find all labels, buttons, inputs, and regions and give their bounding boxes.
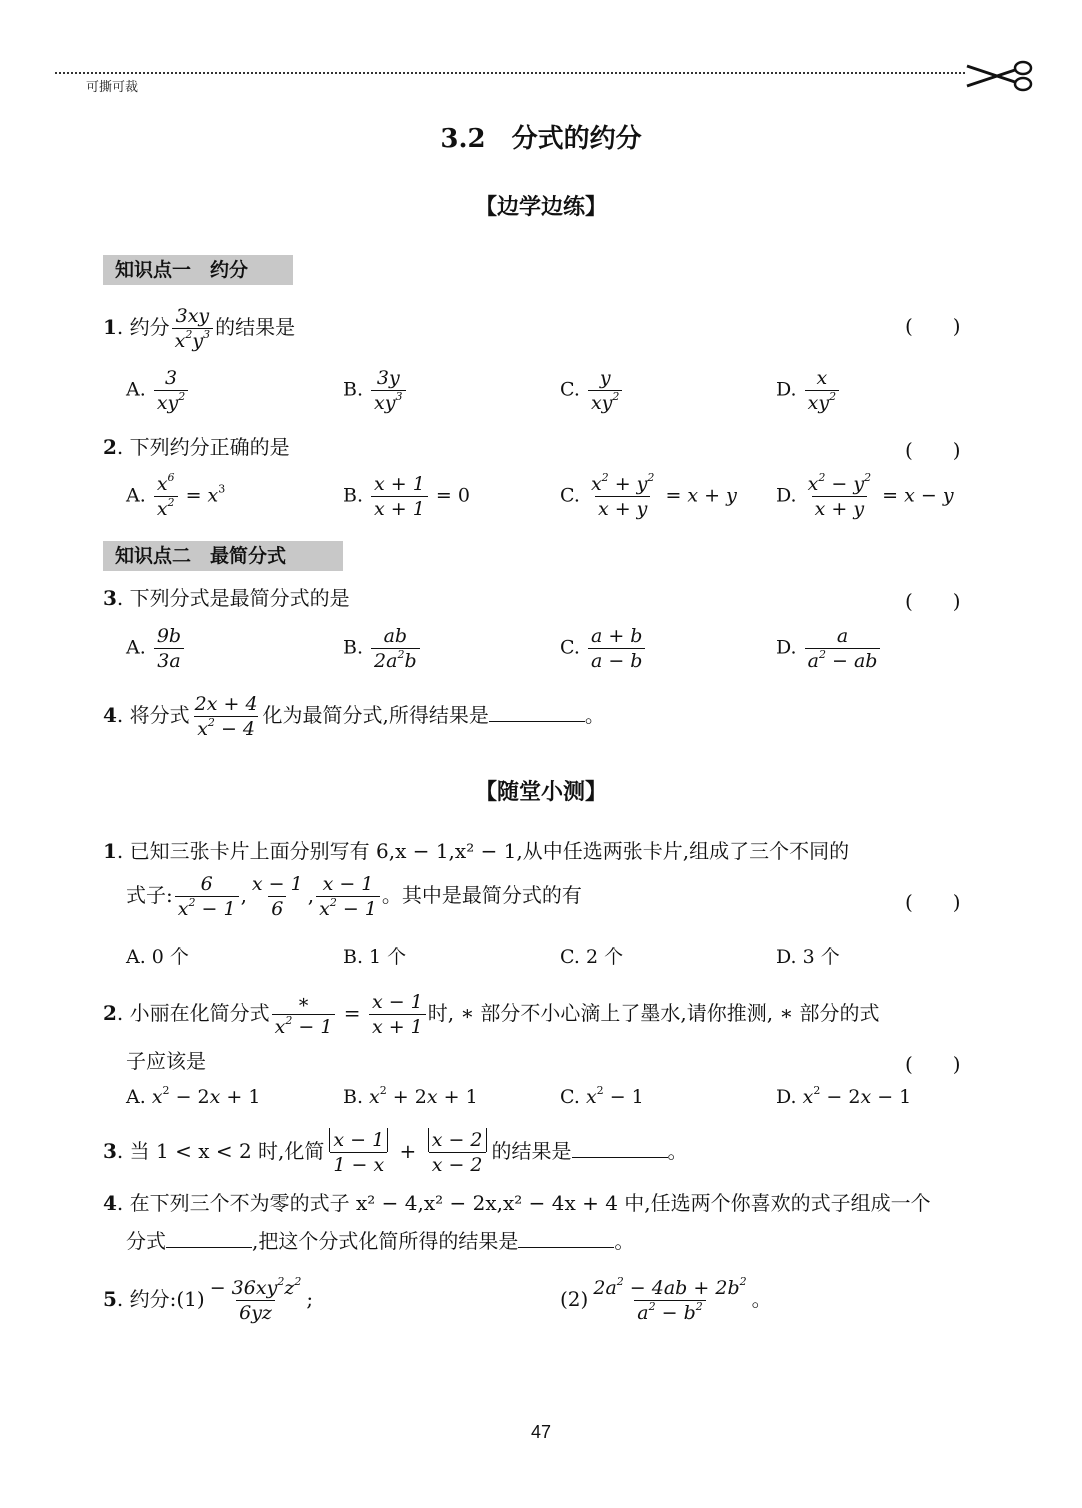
scissors-icon [965,56,1037,96]
option-c: C. $x^2 - 1$ [560,1084,644,1108]
quiz-5: 5. 约分:(1) $\frac{- 36xy^2z^2}{6yz}$ ; [103,1275,314,1324]
fraction: $\frac{3xy}{x^2y^3}$ [172,304,213,353]
answer-blank[interactable] [166,1247,252,1248]
option-c: C. $\frac{y}{xy^2}$ [560,366,624,415]
option-b: B. $\frac{ab}{2a^2b}$ [343,624,422,673]
option-a: A. $\frac{9b}{3a}$ [126,624,186,673]
option-d: D. $\frac{x^2 - y^2}{x + y}$ = x − y [776,471,954,520]
option-b: B. $\frac{x + 1}{x + 1}$ = 0 [343,473,470,520]
answer-paren: ( ) [905,890,961,914]
cut-line [55,72,965,74]
section-heading-practice: 【边学边练】 [474,194,607,220]
quiz-2-line1: 2. 小丽在化简分式 $\frac{∗}{x^2 - 1}$ = $\frac{x - 1}{x + 1}$ 时, ∗ 部分不小心滴上了墨水,请你推测, ∗ 部分的式 [103,991,880,1038]
quiz-4-line1: 4. 在下列三个不为零的式子 x² − 4,x² − 2x,x² − 4x + 4 中,任选两个你喜欢的式子组成一个 [103,1191,931,1215]
option-a: A. $x^2 - 2x + 1$ [126,1084,261,1108]
option-c: C. 2 个 [560,946,624,968]
page-number: 47 [530,1422,552,1442]
question-1: 1. 约分 $\frac{3xy}{x^2y^3}$ 的结果是 [103,305,296,352]
option-b: B. $\frac{3y}{xy^3}$ [343,366,408,415]
quiz-5-part2: (2) $\frac{2a^2 - 4ab + 2b^2}{a^2 - b^2}$ 。 [560,1275,772,1324]
quiz-1-line1: 1. 已知三张卡片上面分别写有 6,x − 1,x² − 1,从中任选两张卡片,组成了三个不同的 [103,839,850,863]
cut-text: 可撕可裁 [86,80,139,95]
option-a: A. $\frac{x^6}{x^2}$ = $x^3$ [126,471,226,520]
option-c: C. $\frac{a + b}{a - b}$ [560,624,647,673]
answer-paren: ( ) [905,438,961,462]
question-2: 2. 下列约分正确的是 [103,435,290,459]
question-4: 4. 将分式 $\frac{2x + 4}{x^2 - 4}$ 化为最简分式,所得结果是 。 [103,693,605,740]
knowledge-point-1: 知识点一 约分 [103,255,293,285]
quiz-1-line2: 式子: $\frac{6}{x^2 - 1}$ , $\frac{x - 1}{6}$ , $\frac{x - 1}{x^2 - 1}$ 。其中是最简分式的有 [126,873,582,920]
option-a: A. 0 个 [126,946,189,968]
question-3: 3. 下列分式是最简分式的是 [103,586,350,610]
option-c: C. $\frac{x^2 + y^2}{x + y}$ = x + y [560,471,737,520]
quiz-4-line2: 分式 ,把这个分式化简所得的结果是 。 [126,1229,635,1253]
answer-paren: ( ) [905,314,961,338]
answer-blank[interactable] [489,721,585,722]
option-d: D. $x^2 - 2x - 1$ [776,1084,912,1108]
answer-paren: ( ) [905,1052,961,1076]
knowledge-point-2: 知识点二 最简分式 [103,541,343,571]
option-b: B. $x^2 + 2x + 1$ [343,1084,478,1108]
answer-paren: ( ) [905,589,961,613]
answer-blank[interactable] [572,1157,668,1158]
option-a: A. $\frac{3}{xy^2}$ [126,366,190,415]
option-d: D. 3 个 [776,946,840,968]
option-d: D. $\frac{x}{xy^2}$ [776,366,841,415]
option-b: B. 1 个 [343,946,407,968]
section-heading-quiz: 【随堂小测】 [474,779,607,805]
option-d: D. $\frac{a}{a^2 - ab}$ [776,624,882,673]
quiz-3: 3. 当 1 < x < 2 时,化简 $\frac{x - 1}{1 - x}$ + $\frac{x - 2}{x - 2}$ 的结果是 。 [103,1129,688,1176]
quiz-2-line2: 子应该是 [126,1049,206,1073]
page-title: 3.2 分式的约分 [440,124,642,154]
answer-blank[interactable] [518,1247,614,1248]
